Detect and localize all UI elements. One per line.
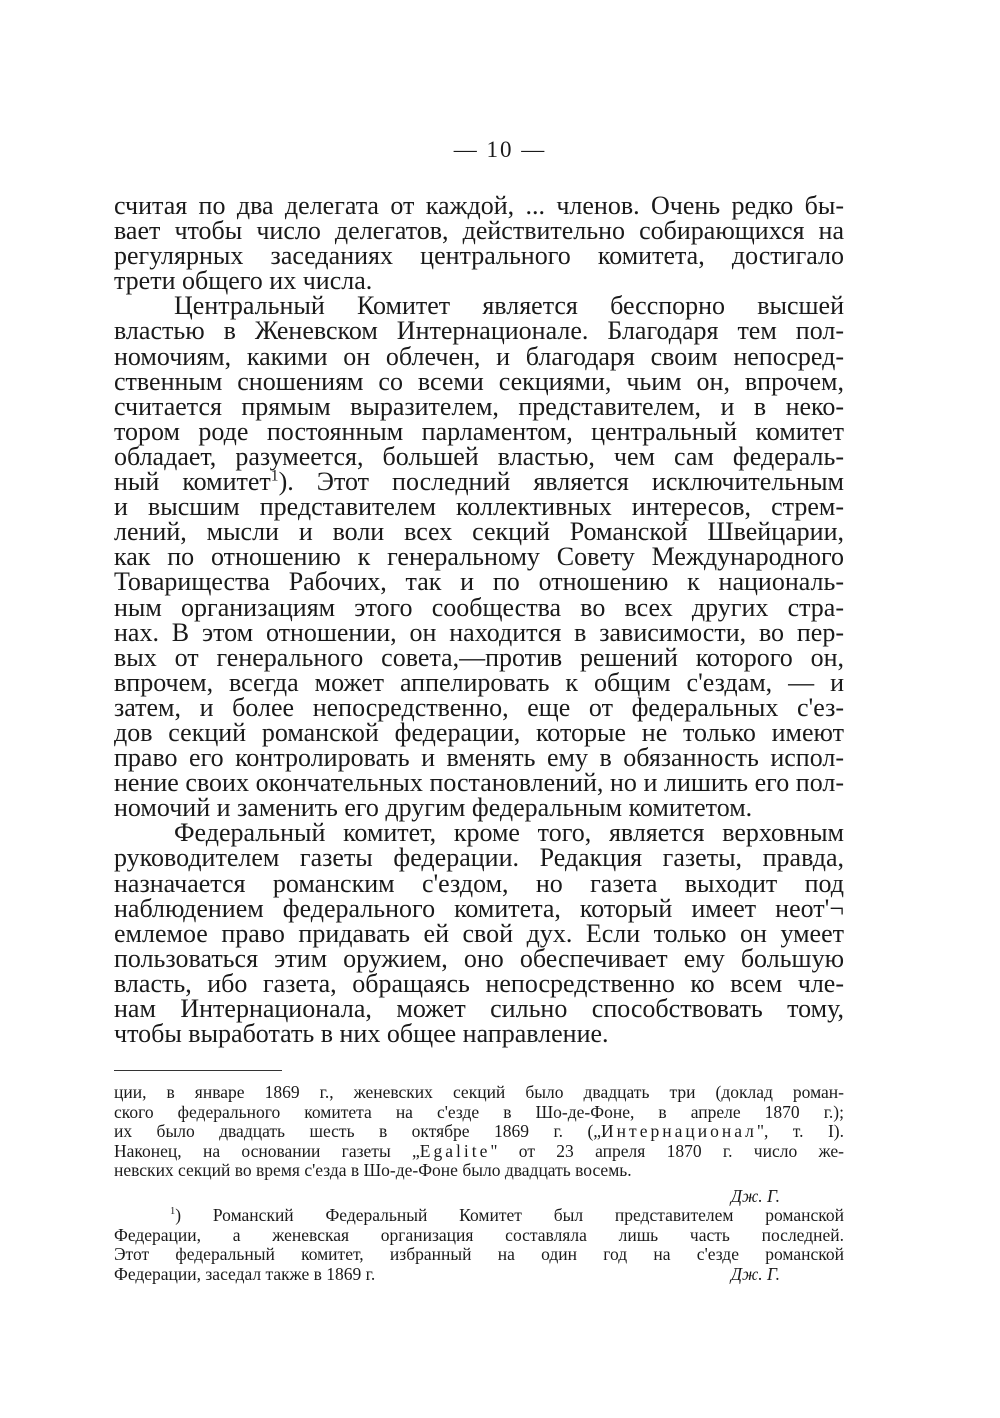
main-paragraph-3: Федеральный комитет, кроме того, является верховным руководителем газеты федерации. Редакция газеты, правда, назначается романским с'ездом, но газета выходит под наблюдением федерального комитета, который имеет неот'¬ емлемое право придавать ей свой дух. Если только он умеет пользоваться этим оружием, оно обеспечивает ему большую власть, ибо газета, обращаясь непосредственно ко всем чле- нам Интернационала, может сильно способствовать тому, <box>114 818 844 1023</box>
footnote-signature-1: Дж. Г. <box>730 1185 780 1206</box>
footnote-1: $^1$) Романский Федеральный Комитет был представителем романской Федерации, а женевская организация составляла лишь часть последней. Этот федеральный комитет, избранный на один год на с'езде романской <box>114 1205 844 1264</box>
footnote-signature-2: Дж. Г. <box>730 1263 780 1284</box>
footnotes <box>114 1083 844 1284</box>
main-paragraph-2-end: номочий и заменить его другим федеральным комитетом. <box>114 793 753 823</box>
footnote-1-end: Федерации, заседал также в 1869 г. Дж. Г. <box>114 1263 780 1284</box>
main-paragraph-3-end: чтобы выработать в них общее направление. <box>114 1019 609 1049</box>
page-number: — 10 — <box>453 137 547 162</box>
footnote-ref: 1 <box>270 467 279 485</box>
main-paragraph-1: считая по два делегата от каждой, ... членов. Очень редко бы- вает чтобы число делегатов, действительно собирающихся на регулярных заседаниях центрального комитета, достигало <box>114 191 844 271</box>
footnote-continued: ции, в январе 1869 г., женевских секций было двадцать три (доклад роман- ского федерального комитета на с'езде в Шо-де-Фоне, в апреле 1870 г.); их было двадцать шесть в октябре 1869 г. („Интернационал", т. I). Наконец, на основании газеты „Egalite" от 23 апреля 1870 г. число же- <box>114 1082 844 1161</box>
main-text <box>114 191 844 1049</box>
main-paragraph-2: Центральный Комитет является бесспорно высшей властью в Женевском Интернационале. Благодаря тем пол- номочиям, какими он облечен, и благодаря своим непосред- ственным сношениям со всеми секциями, чьим он, впрочем, считается прямым выразителем, представителем, и в неко- тором роде постоянным парламентом, центральный комитет обладает, разумеется, большей властью, чем сам федераль- ный комитет$^1$). Этот последний является исключительным и высшим представителем коллективных интересов, стрем- лений, мысли и воли всех секций Романской Швейцарии, как по отношению к генеральному Совету Международного Товарищества Рабочих, так и по отношению к националь- ным организациям этого сообщества во всех других стра- нах. В этом отношении, он находится в зависимости, во пер- вых от генерального совета,—против решений которого он, впрочем, всегда может аппелировать к общим с'ездам, — и затем, и более непосредственно, еще от федеральных с'ез- дов секций романской федерации, которые не только имеют право его контролировать и вменять ему в обязанность испол- нение своих окончательных постановлений, но и лишить его пол- <box>114 291 844 798</box>
footnote-divider <box>114 1070 282 1071</box>
footnote-number: 1 <box>170 1206 176 1218</box>
main-paragraph-1-end: трети общего их числа. <box>114 266 373 296</box>
footnote-continued-end: невских секций во время с'езда в Шо-де-Фоне было двадцать восемь. <box>114 1160 632 1180</box>
